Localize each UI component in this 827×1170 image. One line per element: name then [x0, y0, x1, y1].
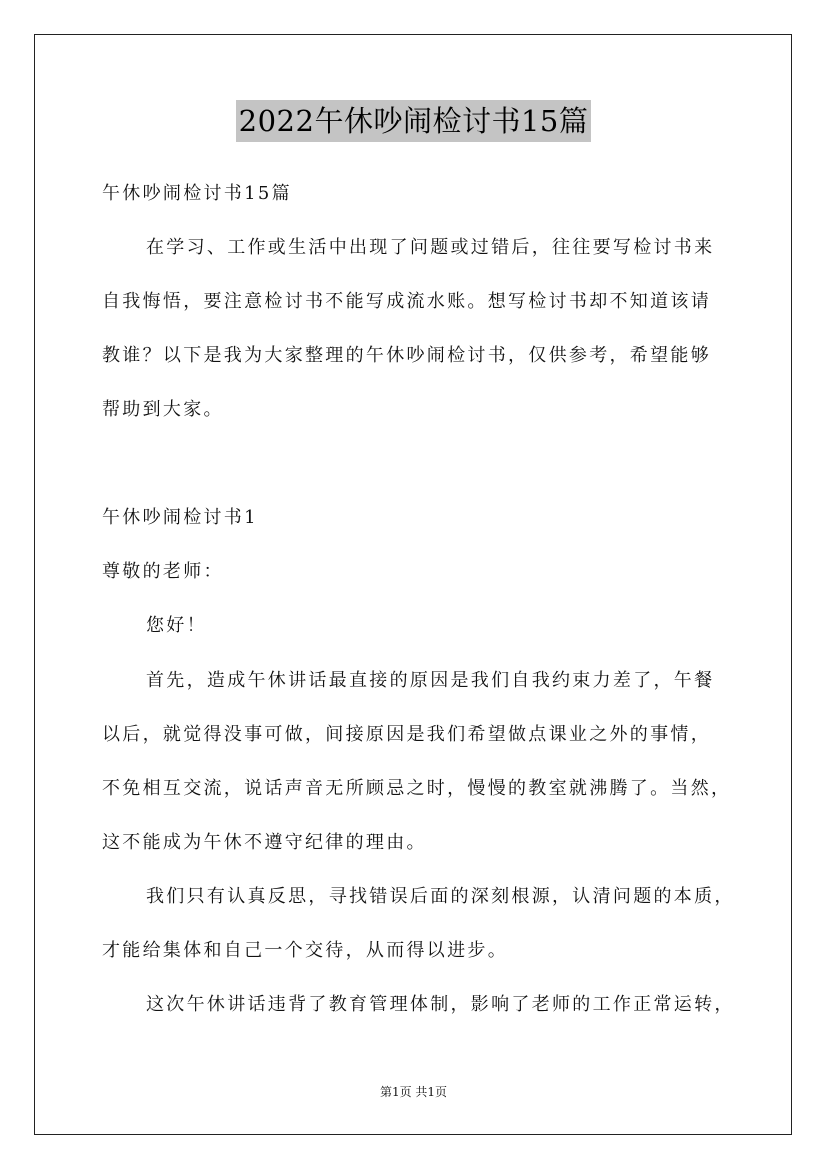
document-subtitle: 午休吵闹检讨书15篇: [102, 183, 292, 204]
salutation: 尊敬的老师：: [102, 561, 224, 582]
para1-line-4: 这不能成为午休不遵守纪律的理由。: [102, 832, 427, 853]
section-heading: 午休吵闹检讨书1: [102, 507, 258, 528]
intro-line-2: 自我悔悟，要注意检讨书不能写成流水账。想写检讨书却不知道该请: [102, 291, 711, 312]
greeting: 您好！: [146, 615, 207, 636]
para2-line-2: 才能给集体和自己一个交待，从而得以进步。: [102, 940, 508, 961]
para2-line-1: 我们只有认真反思，寻找错误后面的深刻根源，认清问题的本质，: [146, 886, 735, 907]
intro-line-3: 教谁？以下是我为大家整理的午休吵闹检讨书，仅供参考，希望能够: [102, 345, 711, 366]
page-footer: [0, 1084, 827, 1100]
para1-line-1: 首先，造成午休讲话最直接的原因是我们自我约束力差了，午餐: [146, 670, 715, 691]
para3-line-1: 这次午休讲话违背了教育管理体制，影响了老师的工作正常运转，: [146, 994, 735, 1015]
intro-line-1: 在学习、工作或生活中出现了问题或过错后，往往要写检讨书来: [146, 237, 715, 258]
document-title: 2022午休吵闹检讨书15篇: [236, 100, 592, 142]
title-container: [0, 100, 827, 142]
para1-line-2: 以后，就觉得没事可做，间接原因是我们希望做点课业之外的事情，: [102, 724, 711, 745]
page-indicator: 第1页 共1页: [379, 1085, 448, 1099]
para1-line-3: 不免相互交流，说话声音无所顾忌之时，慢慢的教室就沸腾了。当然，: [102, 778, 732, 799]
intro-line-4: 帮助到大家。: [102, 399, 224, 420]
